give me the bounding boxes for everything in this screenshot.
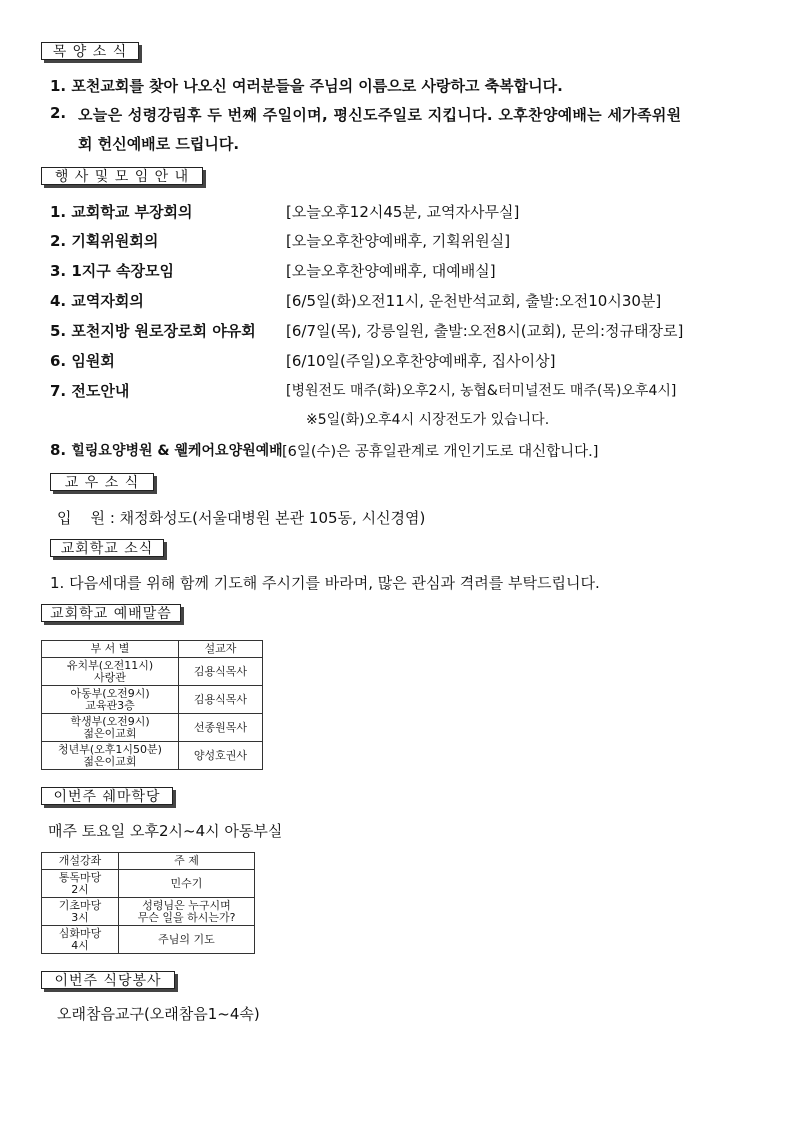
section-shema-header: 이번주 쉐마학당 [41, 787, 173, 805]
event-title: 교역자회의 [71, 292, 144, 310]
department-cell [42, 658, 179, 686]
section-events-header: 행 사 및 모 임 안 내 [41, 167, 203, 185]
department-cell [42, 742, 179, 770]
school-news-text: 다음세대를 위해 함께 기도해 주시기를 바라며, 많은 관심과 격려를 부탁드립니다. [69, 574, 600, 592]
event-detail-3: [오늘오후찬양예배후, 대예배실] [286, 262, 496, 280]
topic-line: 성령님은 누구시며 [142, 898, 231, 912]
department-location: 젊은이교회 [83, 726, 137, 740]
event-detail-8: [6일(수)은 공휴일관계로 개인기도로 대신합니다.] [282, 444, 599, 460]
department-cell [42, 714, 179, 742]
course-time: 4시 [71, 938, 89, 952]
section-members-header: 교 우 소 식 [50, 473, 154, 491]
event-title-5 [50, 320, 256, 341]
event-title: 힐링요양병원 & 웰케어요양원예배 [71, 443, 283, 459]
event-number: 3. [50, 262, 67, 280]
column-header-department: 부 서 별 [42, 641, 179, 658]
course-name: 기초마당 [58, 898, 102, 912]
table-row [42, 714, 263, 742]
event-number: 7. [50, 382, 67, 400]
event-number: 8. [50, 441, 67, 459]
section-kitchen-header: 이번주 식당봉사 [41, 971, 175, 989]
course-time: 2시 [71, 882, 89, 896]
section-school-header: 교회학교 소식 [50, 539, 164, 557]
table-header-row [42, 641, 263, 658]
department-cell [42, 686, 179, 714]
event-title: 기획위원회의 [71, 232, 159, 250]
department-name: 학생부(오전9시) [70, 714, 150, 728]
course-time: 3시 [71, 910, 89, 924]
event-title-1 [50, 201, 193, 222]
news-item-text: 오늘은 성령강림후 두 번째 주일이며, 평신도주일로 지킵니다. 오후찬양예배는 세가족위원 [78, 106, 682, 124]
course-cell [42, 898, 119, 926]
school-news [50, 572, 600, 593]
course-name: 통독마당 [58, 870, 102, 884]
event-title: 임원회 [71, 352, 115, 370]
member-news-label: 입 원 : [57, 509, 115, 527]
section-sermon-header: 교회학교 예배말씀 [41, 604, 181, 622]
news-item-2-continued: 회 헌신예배로 드립니다. [78, 135, 240, 153]
event-number: 5. [50, 322, 67, 340]
table-row [42, 658, 263, 686]
event-detail-5: [6/7일(목), 강릉일원, 출발:오전8시(교회), 문의:정규태장로] [286, 322, 684, 340]
kitchen-duty: 오래참음교구(오래참음1~4속) [57, 1005, 260, 1023]
column-header-topic: 주 제 [119, 853, 255, 870]
preacher-cell: 양성호권사 [179, 742, 263, 770]
course-cell [42, 926, 119, 954]
department-name: 청년부(오후1시50분) [58, 742, 162, 756]
event-number: 1. [50, 203, 67, 221]
preacher-cell: 김용식목사 [179, 658, 263, 686]
topic-cell [119, 898, 255, 926]
event-title-4 [50, 290, 144, 311]
member-news-text: 채정화성도(서울대병원 본관 105동, 시신경염) [119, 509, 426, 527]
event-title-7 [50, 380, 129, 401]
event-title-2 [50, 230, 158, 251]
department-location: 젊은이교회 [83, 754, 137, 768]
event-detail-4: [6/5일(화)오전11시, 운천반석교회, 출발:오전10시30분] [286, 292, 662, 310]
table-header-row [42, 853, 255, 870]
topic-cell [119, 926, 255, 954]
table-row [42, 686, 263, 714]
preacher-cell: 김용식목사 [179, 686, 263, 714]
event-detail-1: [오늘오후12시45분, 교역자사무실] [286, 203, 520, 221]
department-name: 유치부(오전11시) [66, 658, 154, 672]
course-name: 심화마당 [58, 926, 102, 940]
event-title-8 [50, 440, 283, 460]
section-news-header: 목 양 소 식 [41, 42, 139, 60]
news-item-1 [50, 75, 563, 96]
event-detail-6: [6/10일(주일)오후찬양예배후, 집사이상] [286, 352, 556, 370]
shema-schedule: 매주 토요일 오후2시~4시 아동부실 [48, 822, 283, 840]
column-header-preacher: 설교자 [179, 641, 263, 658]
event-title: 교회학교 부장회의 [71, 203, 193, 221]
event-detail-7: [병원전도 매주(화)오후2시, 농협&터미널전도 매주(목)오후4시] [286, 383, 677, 399]
event-detail-2: [오늘오후찬양예배후, 기획위원실] [286, 232, 511, 250]
news-item-text: 포천교회를 찾아 나오신 여러분들을 주님의 이름으로 사랑하고 축복합니다. [71, 77, 563, 95]
course-cell [42, 870, 119, 898]
event-title: 포천지방 원로장로회 야유회 [71, 322, 256, 340]
event-title-3 [50, 260, 174, 281]
news-item-2 [50, 104, 762, 125]
school-news-number: 1. [50, 574, 65, 592]
news-item-number: 1. [50, 77, 67, 95]
event-title-6 [50, 350, 115, 371]
event-note-7: ※5일(화)오후4시 시장전도가 있습니다. [306, 412, 550, 428]
shema-table [41, 852, 255, 954]
event-number: 6. [50, 352, 67, 370]
topic-cell [119, 870, 255, 898]
table-row [42, 742, 263, 770]
event-number: 4. [50, 292, 67, 310]
news-item-number: 2. [50, 104, 67, 122]
topic-line: 민수기 [170, 876, 203, 890]
department-name: 아동부(오전9시) [70, 686, 150, 700]
department-location: 교육관3층 [85, 698, 135, 712]
event-title: 1지구 속장모임 [71, 262, 174, 280]
column-header-course: 개설강좌 [42, 853, 119, 870]
table-row [42, 926, 255, 954]
sermon-table [41, 640, 263, 770]
table-row [42, 898, 255, 926]
event-title: 전도안내 [71, 382, 130, 400]
table-row [42, 870, 255, 898]
topic-line: 무슨 일을 하시는가? [137, 910, 236, 924]
department-location: 사랑관 [94, 670, 126, 684]
preacher-cell: 선종원목사 [179, 714, 263, 742]
topic-line: 주님의 기도 [158, 932, 215, 946]
event-number: 2. [50, 232, 67, 250]
member-news [57, 507, 425, 528]
